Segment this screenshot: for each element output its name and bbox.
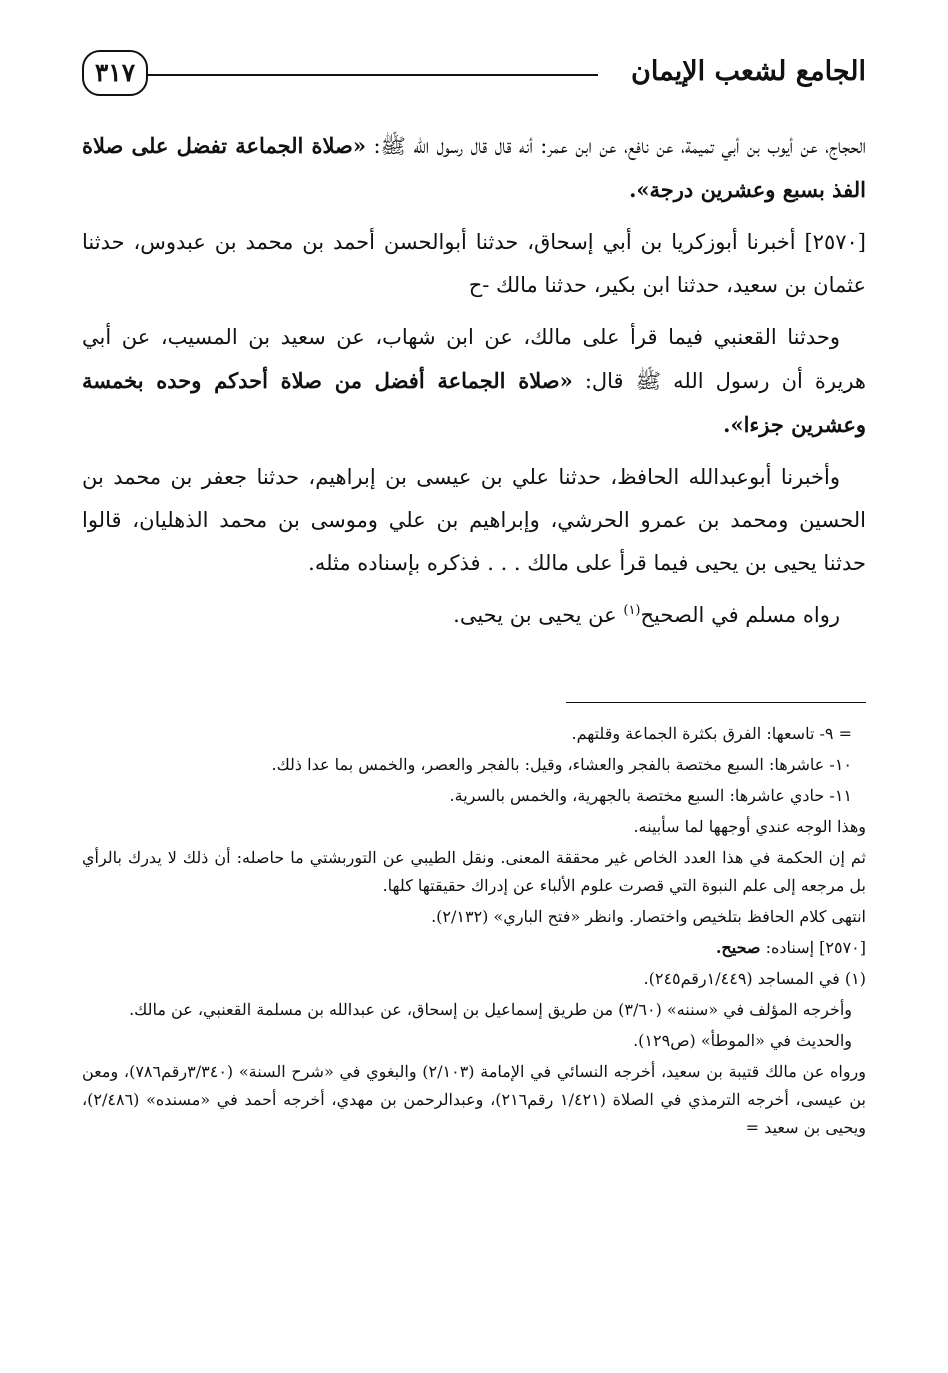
footnote-1: (١) في المساجد (١/٤٤٩رقم٢٤٥).: [643, 969, 866, 988]
isnad-grade: [82, 934, 866, 962]
footnote-divider: [566, 702, 866, 703]
footnote-line: = ٩- تاسعها: الفرق بكثرة الجماعة وقلتهم.: [571, 724, 852, 743]
paragraph-3: [82, 316, 866, 447]
paragraph-5-text: رواه مسلم في الصحيح: [640, 603, 840, 627]
isnad-value: صحيح.: [715, 938, 761, 957]
footnote-reference-1[interactable]: (١): [623, 603, 641, 618]
book-title: الجامع لشعب الإيمان: [631, 56, 866, 87]
footnote-line: ١٠- عاشرها: السبع مختصة بالفجر والعشاء، وقيل: بالفجر والعصر، والخمس بما عدا ذلك.: [271, 755, 852, 774]
hadith-text-1: «صلاة الجماعة تفضل على صلاة الفذ بسبع وعشرين درجة».: [82, 133, 866, 202]
paragraph-1-text: الحجاج، عن أيوب بن أبي تميمة، عن نافع، عن ابن عمر: أنه قال قال رسول الله ﷺ:: [373, 134, 866, 158]
paragraph-5-end: عن يحيى بن يحيى.: [453, 603, 624, 627]
footnote-line: ورواه عن مالك قتيبة بن سعيد، أخرجه النسائي في الإمامة (٢/١٠٣) والبغوي في «شرح السنة» (٣/٣٤٠رقم٧٨٦)، ومعن بن عيسى، أخرجه الترمذي في الصلاة (١/٤٢١ رقم٢١٦)، وعبدالرحمن بن مهدي، أخرجه أحمد في «مسنده» (٢/٤٨٦)، ويحيى بن سعيد =: [82, 1062, 867, 1137]
paragraph-1: [82, 124, 866, 212]
paragraph-5: [82, 594, 866, 637]
footnotes: [82, 720, 866, 1145]
main-text: [82, 124, 866, 646]
footnote-line: وهذا الوجه عندي أوجهها لما سأبينه.: [633, 817, 866, 836]
page-number: ٣١٧: [82, 50, 148, 96]
isnad-label: [٢٥٧٠] إسناده:: [765, 938, 866, 957]
footnote-line: انتهى كلام الحافظ بتلخيص واختصار. وانظر «فتح الباري» (٢/١٣٢).: [431, 907, 866, 926]
header-rule: [148, 74, 598, 76]
hadith-text-2: «صلاة الجماعة أفضل من صلاة أحدكم وحده بخمسة وعشرين جزءا».: [82, 368, 866, 437]
footnote-line: وأخرجه المؤلف في «سننه» (٣/٦٠) من طريق إسماعيل بن إسحاق، عن عبدالله بن مسلمة القعنبي، عن مالك.: [129, 1000, 852, 1019]
footnote-line: والحديث في «الموطأ» (ص١٢٩).: [633, 1031, 852, 1050]
paragraph-2570: [٢٥٧٠] أخبرنا أبوزكريا بن أبي إسحاق، حدثنا أبوالحسن أحمد بن محمد بن عبدوس، حدثنا عثمان بن سعيد، حدثنا ابن بكير، حدثنا مالك -ح: [82, 230, 866, 297]
footnote-line: ثم إن الحكمة في هذا العدد الخاص غير محققة المعنى. ونقل الطيبي عن التوربشتي ما حاصله: أن ذلك لا يدرك بالرأي بل مرجعه إلى علم النبوة التي قصرت علوم الألباء عن إدراك حقيقتها كلها.: [82, 848, 867, 895]
paragraph-4: وأخبرنا أبوعبدالله الحافظ، حدثنا علي بن عيسى بن إبراهيم، حدثنا جعفر بن محمد بن الحسين ومحمد بن عمرو الحرشي، وإبراهيم بن علي وموسى بن محمد الذهليان، قالوا حدثنا يحيى بن يحيى فيما قرأ على مالك . . . فذكره بإسناده مثله.: [82, 465, 866, 575]
footnote-line: ١١- حادي عاشرها: السبع مختصة بالجهرية، والخمس بالسرية.: [449, 786, 852, 805]
running-header: [82, 50, 866, 100]
paragraph-3-text: وحدثنا القعنبي فيما قرأ على مالك، عن ابن شهاب، عن سعيد بن المسيب، عن أبي هريرة أن رسول الله ﷺ قال:: [82, 325, 866, 393]
